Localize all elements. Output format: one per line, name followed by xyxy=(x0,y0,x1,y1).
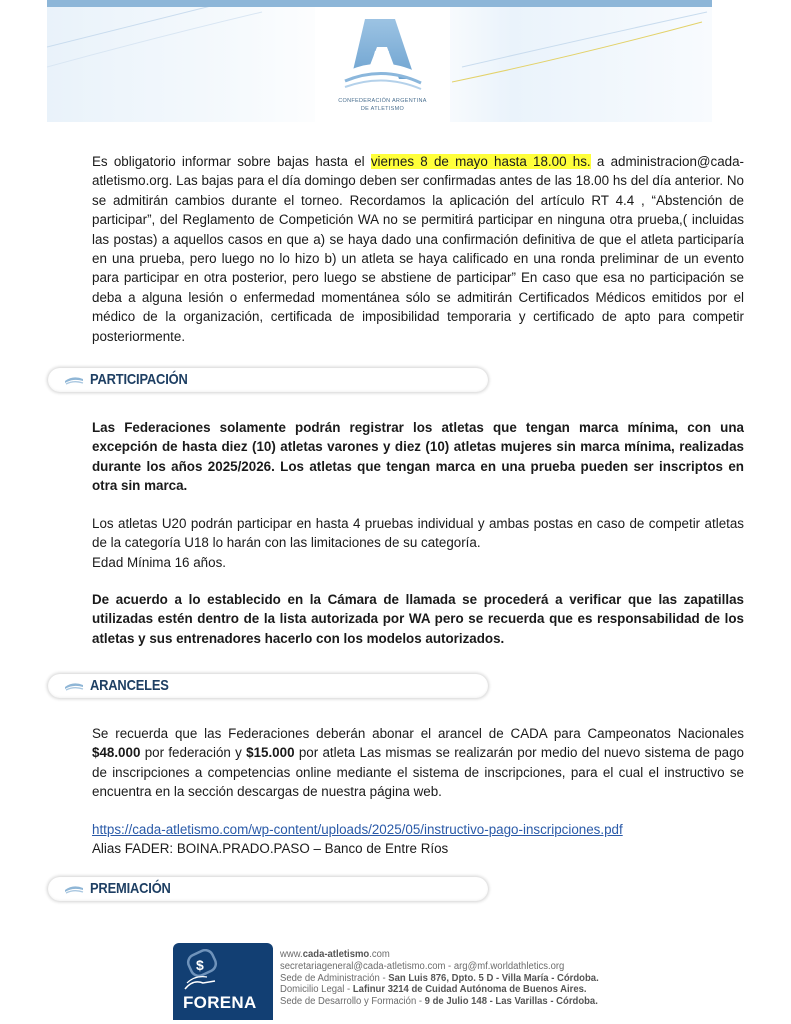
footer-contact xyxy=(280,949,599,1008)
money-hand-icon xyxy=(181,949,231,993)
section-header-premiacion xyxy=(48,877,488,901)
minimum-age: Edad Mínima 16 años. xyxy=(92,554,226,570)
participation-paragraph-2: Los atletas U20 podrán participar en hasta 4 pruebas individual y ambas postas en caso de competir atletas de la categoría U18 lo harán con las limitaciones de su categoría. Edad Mínima 16 años. xyxy=(92,514,744,572)
section-header-participacion xyxy=(48,368,488,392)
org-name-line1: CONFEDERACIÓN ARGENTINA xyxy=(338,98,427,104)
fee-athlete: $15.000 xyxy=(246,745,295,761)
section-title: ARANCELES xyxy=(90,677,169,694)
cada-logo-icon xyxy=(315,7,450,97)
intro-paragraph: Es obligatorio informar sobre bajas hasta el viernes 8 de mayo hasta 18.00 hs. a administracion@cada-atletismo.org. Las bajas para el día domingo deben ser confirmadas antes de las 18.00 hs del día anterior. No se admitirán cambios durante el torneo. Recordamos la aplicación del artículo RT 4.4 , “Abstención de participar”, del Reglamento de Competición WA no se permitirá participar en ninguna otra prueba,( incluidas las postas) a aquellos casos en que a) se haya dado una confirmación definitiva de que el atleta participaría en una prueba, pero luego no lo hizo b) un atleta se haya calificado en una ronda preliminar de un evento para participar en otra posterior, pero luego se abstiene de participar” En caso que esa no participación se deba a alguna lesión o enfermedad momentánea sólo se admitirán Certificados Médicos emitidos por el médico de la organización, certificada de imposibilidad temporaria y certificado de apto para competir posteriormente. xyxy=(92,154,744,344)
bank-alias: Alias FADER: BOINA.PRADO.PASO – Banco de Entre Ríos xyxy=(92,841,449,857)
decorative-arcs-right xyxy=(452,7,712,122)
org-name-line2: DE ATLETISMO xyxy=(360,106,405,112)
wave-icon xyxy=(64,681,84,691)
fee-federation: $48.000 xyxy=(92,745,141,761)
instructions-pdf-link[interactable]: https://cada-atletismo.com/wp-content/uploads/2025/05/instructivo-pago-inscripciones.pdf xyxy=(92,822,623,837)
section-header-aranceles xyxy=(48,674,488,698)
contact-emails: secretariageneral@cada-atletismo.com - arg@mf.worldathletics.org xyxy=(280,960,565,972)
svg-text:$: $ xyxy=(196,957,204,973)
org-name xyxy=(300,97,465,113)
section-title: PARTICIPACIÓN xyxy=(90,371,188,388)
deadline-highlight: viernes 8 de mayo hasta 18.00 hs. xyxy=(370,154,591,169)
fees-paragraph: Se recuerda que las Federaciones deberán abonar el arancel de CADA para Campeonatos Nacionales $48.000 por federación y $15.000 por atleta Las mismas se realizarán por medio del nuevo sistema de pago de inscripciones a competencias online mediante el sistema de inscripciones, para el cual el instructivo se encuentra en la sección descargas de nuestra página web. xyxy=(92,726,744,800)
website: www.cada-atletismo.com xyxy=(280,949,390,960)
development-address: Sede de Desarrollo y Formación - 9 de Julio 148 - Las Varillas - Córdoba. xyxy=(280,996,598,1008)
decorative-arcs xyxy=(47,7,267,122)
legal-address: Domicilio Legal - Lafinur 3214 de Cuidad Autónoma de Buenos Aires. xyxy=(280,984,587,996)
header-top-bar xyxy=(47,0,712,7)
participation-paragraph-1: Las Federaciones solamente podrán registrar los atletas que tengan marca mínima, con una excepción de hasta diez (10) atletas varones y diez (10) atletas mujeres sin marca mínima, realizadas durante los años 2025/2026. Los atletas que tengan marca en una prueba pueden ser inscriptos en otra sin marca. xyxy=(92,420,744,494)
sponsor-name: FORENA xyxy=(183,993,257,1012)
payment-info xyxy=(92,820,744,859)
forena-logo xyxy=(173,943,273,1020)
wave-icon xyxy=(64,375,84,385)
admin-address: Sede de Administración - San Luis 876, Dpto. 5 D - Villa María - Córdoba. xyxy=(280,972,599,984)
wave-icon xyxy=(64,884,84,894)
participation-paragraph-3: De acuerdo a lo establecido en la Cámara de llamada se procederá a verificar que las zapatillas utilizadas estén dentro de la lista autorizada por WA pero se recuerda que es responsabilidad de los atletas y sus entrenadores hacerlo con los modelos autorizados. xyxy=(92,592,744,646)
section-title: PREMIACIÓN xyxy=(90,880,171,897)
